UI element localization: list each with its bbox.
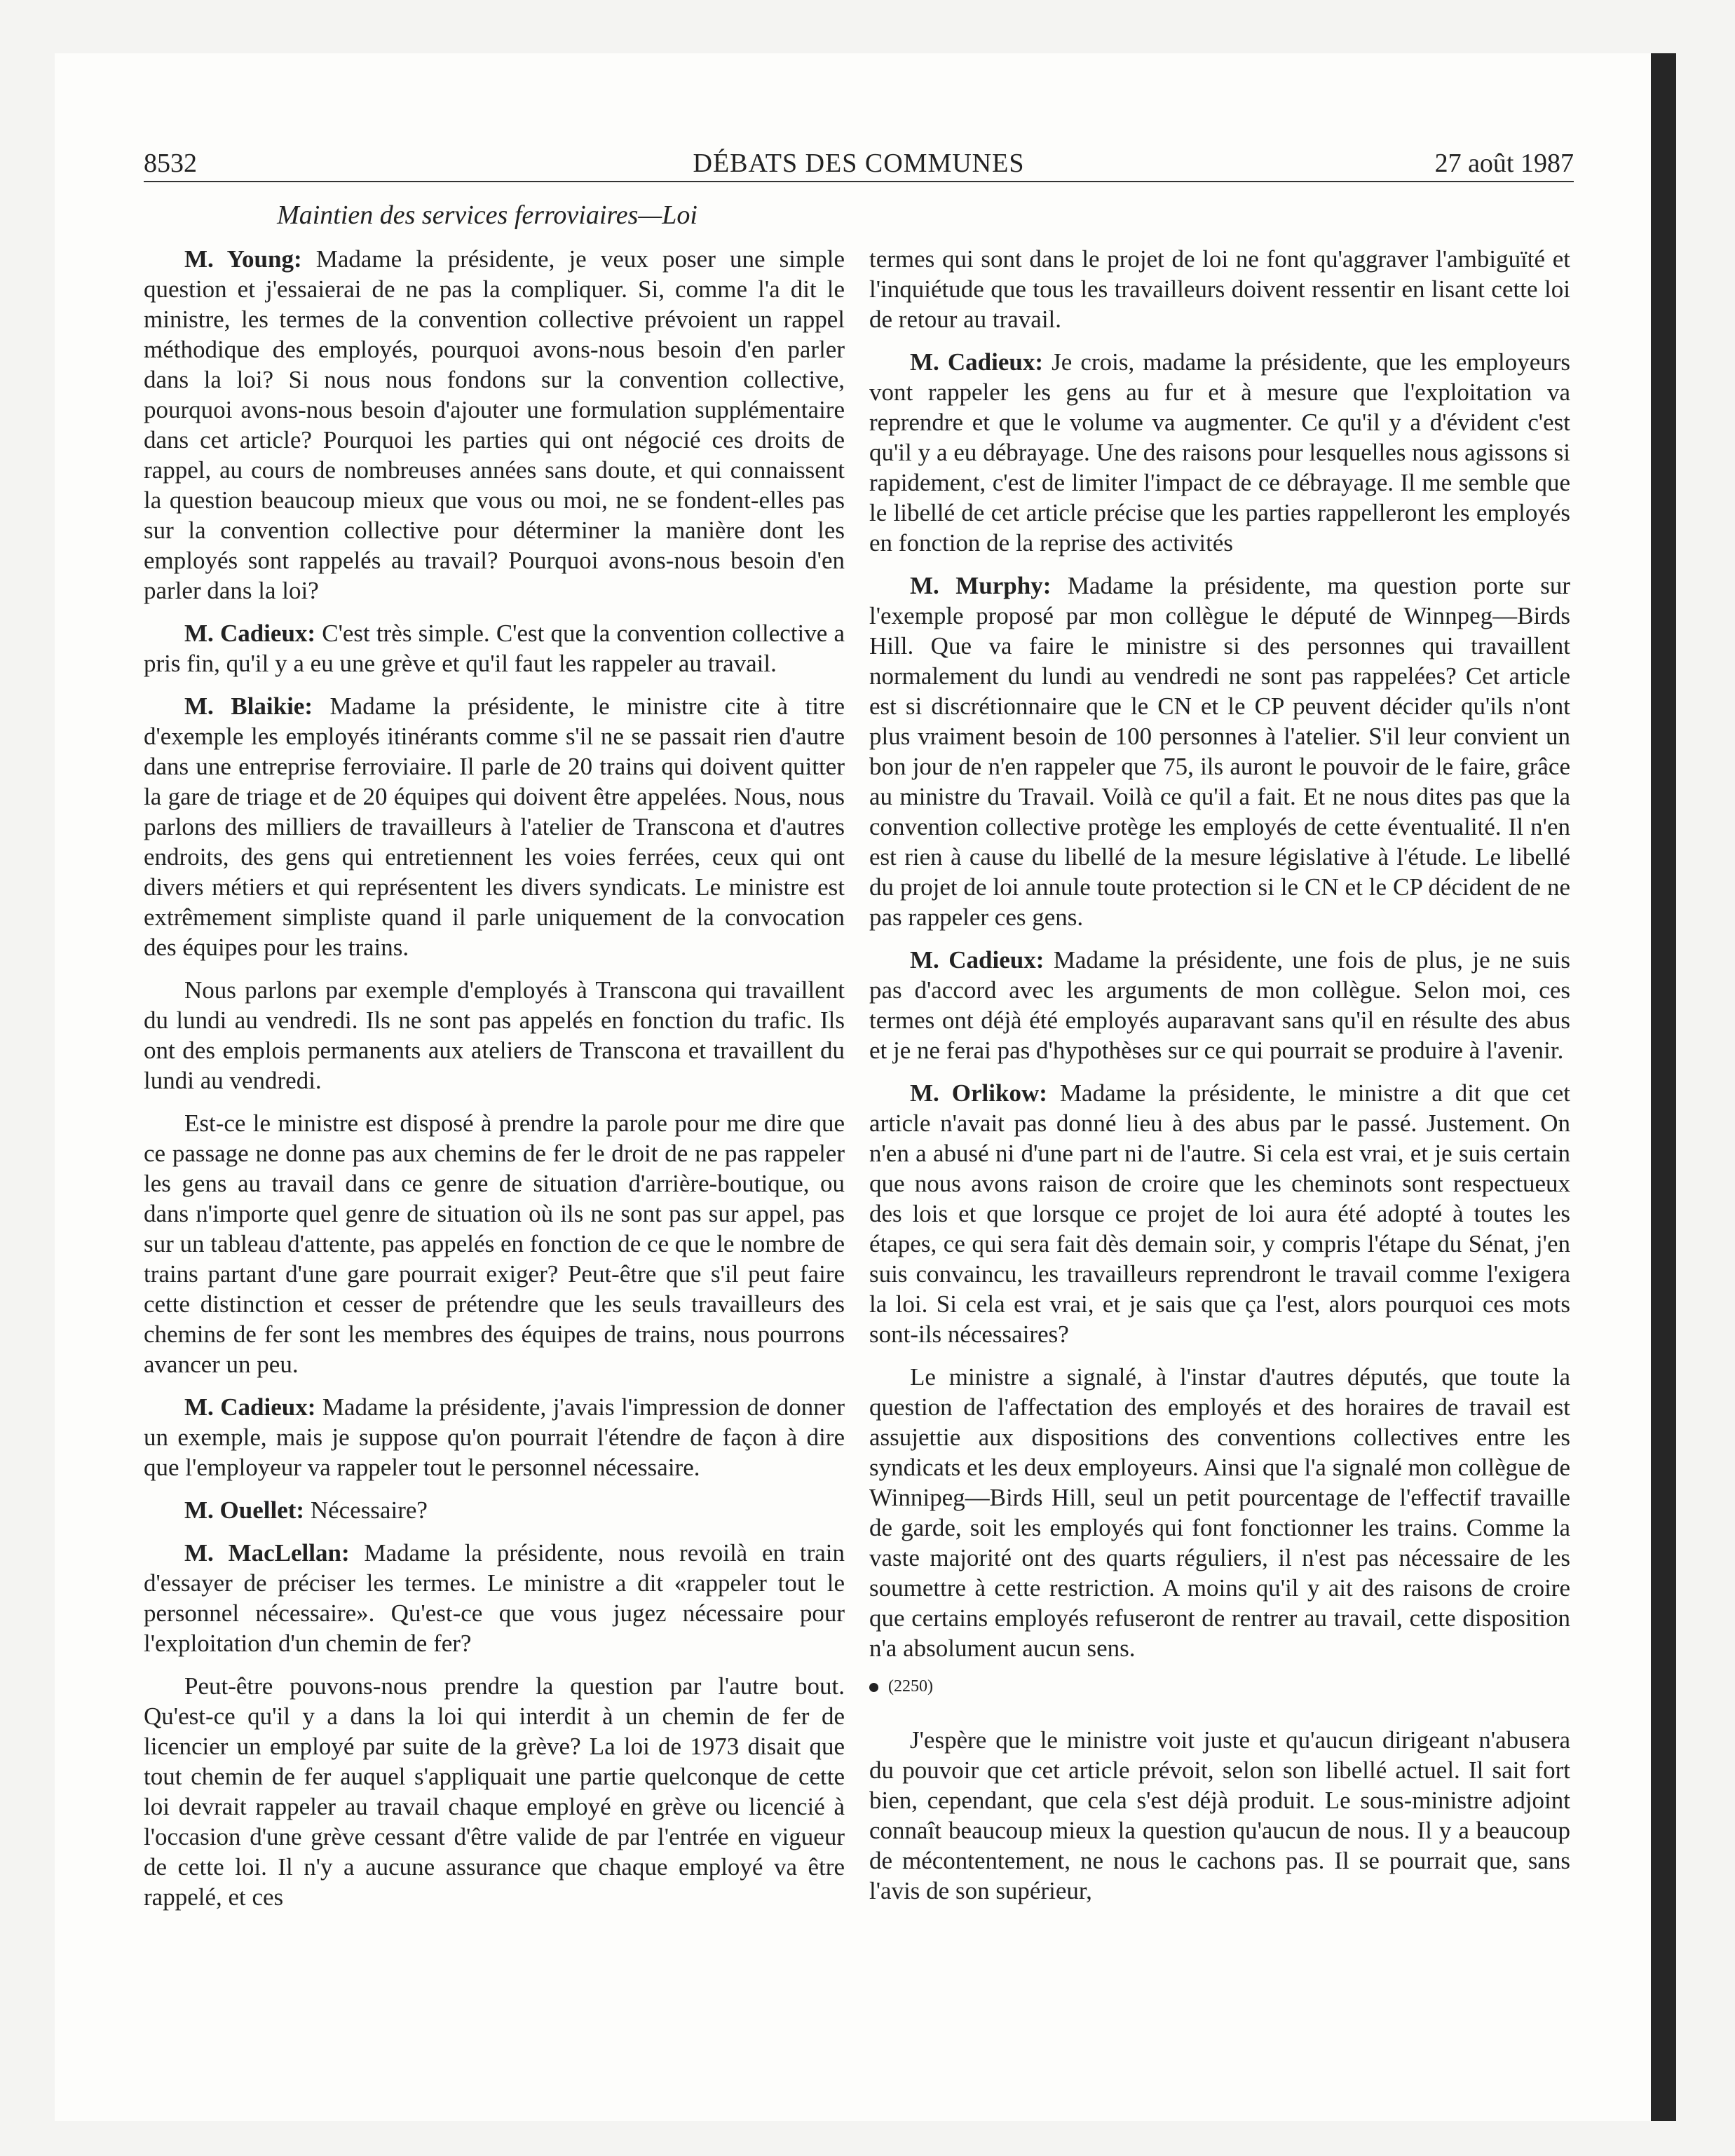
paragraph-text: Madame la présidente, ma question porte sur l'exemple proposé par mon collègue le député de Winnpeg—Birds Hill. Que va faire le ministre si des personnes qui travaillent normalement du lundi au vendredi ne sont pas rappelées? Cet article est si discrétionnaire que le CN et le CP peuvent décider qu'ils n'ont plus vraiment besoin de 100 personnes à l'atelier. S'il leur convient un bon jour de n'en rappeler que 75, ils auront le pouvoir de le faire, grâce au ministre du Travail. Voilà ce qu'il a fait. Et ne nous dites pas que la convention collective protège les employés de cette éventualité. Il n'en est rien à cause du libellé de la mesure législative à l'étude. Le libellé du projet de loi annule toute protection si le CN et le CP décident de ne pas rappeler ces gens. xyxy=(869,572,1570,931)
paragraph-text: Nécessaire? xyxy=(310,1496,428,1524)
paragraph xyxy=(869,1362,1570,1663)
paragraph xyxy=(144,1538,845,1658)
scan-edge xyxy=(1651,53,1676,2121)
paragraph xyxy=(144,975,845,1096)
paragraph-text: Je crois, madame la présidente, que les employeurs vont rappeler les gens au fur et à mesure que l'exploitation va reprendre et que le volume va augmenter. Ce qu'il y a d'évident c'est qu'il y a eu débrayage. Une des raisons pour lesquelles nous agissons si rapidement, c'est de limiter l'impact de ce débrayage. Il me semble que le libellé de cet article précise que les parties rappelleront les employés en fonction de la reprise des activités xyxy=(869,348,1571,557)
paragraph xyxy=(869,1078,1570,1349)
page-number: 8532 xyxy=(144,149,197,178)
paragraph-text: C'est très simple. C'est que la convention collective a pris fin, qu'il y a eu une grève et qu'il faut les rappeler au travail. xyxy=(144,620,845,677)
paragraph xyxy=(869,571,1570,932)
paragraph xyxy=(144,618,845,678)
paragraph xyxy=(144,1108,845,1379)
paragraph xyxy=(144,1495,845,1525)
right-column xyxy=(869,244,1570,1918)
paragraph xyxy=(144,1671,845,1912)
paragraph-text: Est-ce le ministre est disposé à prendre la parole pour me dire que ce passage ne donne pas aux chemins de fer le droit de ne pas rappeler les gens au travail dans ce genre de situation d'arrière-boutique, ou dans n'importe quel genre de situation où ils ne sont pas sur appel, pas sur un tableau d'attente, pas appelés en fonction de ce que le nombre de trains partant d'une gare pourrait exiger? Peut-être que s'il peut faire cette distinction et cesser de prétendre que les seuls travailleurs des chemins de fer sont les membres des équipes de trains, nous pourrons avancer un peu. xyxy=(144,1110,845,1378)
paragraph xyxy=(144,1392,845,1482)
paragraph-text: Le ministre a signalé, à l'instar d'autres députés, que toute la question de l'affectation des employés et des horaires de travail est assujettie aux dispositions des conventions collectives entre les syndicats et les deux employeurs. Ainsi que l'a signalé mon collègue de Winnipeg—Birds Hill, seul un petit pourcentage de l'effectif travaille de garde, soit les employés qui font fonctionner les trains. Comme la vaste majorité ont des quarts réguliers, il n'est pas nécessaire de les soumettre à cette restriction. A moins qu'il y ait des raisons de croire que certains employés refuseront de rentrer au travail, cette disposition n'a absolument aucun sens. xyxy=(869,1363,1570,1662)
paragraph xyxy=(869,347,1570,558)
paragraph-text: Madame la présidente, je veux poser une simple question et j'essaierai de ne pas la compliquer. Si, comme l'a dit le ministre, les termes de la convention collective prévoient un rappel méthodique des employés, pourquoi avons-nous besoin d'en parler dans la loi? Si nous nous fondons sur la convention collective, pourquoi avons-nous besoin d'ajouter une formulation supplémentaire dans cet article? Pourquoi les parties qui ont négocié ces droits de rappel, au cours de nombreuses années sans doute, et qui connaissent la question beaucoup mieux que vous ou moi, ne se fondent-elles pas sur la convention collective pour déterminer la manière dont les employés sont rappelés au travail? Pourquoi avons-nous besoin d'en parler dans la loi? xyxy=(144,245,845,604)
paragraph-text: Peut-être pouvons-nous prendre la question par l'autre bout. Qu'est-ce qu'il y a dans la loi qui interdit à un chemin de fer de licencier un employé par suite de la grève? La loi de 1973 disait que tout chemin de fer auquel s'appliquait une partie quelconque de cette loi devrait rappeler au travail chaque employé en grève ou licencié à l'occasion d'une grève cessant d'être valide de par l'entrée en vigueur de cette loi. Il n'y a aucune assurance que chaque employé va être rappelé, et ces xyxy=(144,1672,845,1911)
section-title: Maintien des services ferroviaires—Loi xyxy=(277,200,698,230)
paragraph-text: Madame la présidente, j'avais l'impression de donner un exemple, mais je suppose qu'on pourrait l'étendre de façon à dire que l'employeur va rappeler tout le personnel nécessaire. xyxy=(144,1393,845,1481)
header-date: 27 août 1987 xyxy=(1434,149,1574,178)
speaker-name: M. Young: xyxy=(184,245,302,273)
paragraph xyxy=(869,945,1570,1065)
speaker-name: M. Cadieux: xyxy=(910,348,1044,376)
time-marker-label: (2250) xyxy=(888,1677,933,1696)
left-column xyxy=(144,244,845,1925)
speaker-name: M. Cadieux: xyxy=(910,946,1045,974)
paragraph-text: Madame la présidente, nous revoilà en train d'essayer de préciser les termes. Le ministre a dit «rappeler tout le personnel nécessaire». Qu'est-ce que vous jugez nécessaire pour l'exploitation d'un chemin de fer? xyxy=(144,1539,845,1657)
paragraph xyxy=(144,691,845,962)
paragraph-text: Madame la présidente, le ministre cite à titre d'exemple les employés itinérants comme s'il ne se passait rien d'autre dans une entreprise ferroviaire. Il parle de 20 trains qui doivent quitter la gare de triage et de 20 équipes qui doivent être appelées. Nous, nous parlons des milliers de travailleurs à l'atelier de Transcona et d'autres endroits, des gens qui entretiennent les voies ferrées, ceux qui ont divers métiers et qui représentent les divers syndicats. Le ministre est extrêmement simpliste quand il parle uniquement de la convocation des équipes pour les trains. xyxy=(144,692,845,961)
paragraph xyxy=(144,244,845,606)
publication-title: DÉBATS DES COMMUNES xyxy=(693,149,1025,178)
speaker-name: M. Murphy: xyxy=(910,572,1052,599)
paragraph-text: termes qui sont dans le projet de loi ne font qu'aggraver l'ambiguïté et l'inquiétude que tous les travailleurs doivent ressentir en lisant cette loi de retour au travail. xyxy=(869,245,1570,333)
paragraph-text: Madame la présidente, une fois de plus, je ne suis pas d'accord avec les arguments de mon collègue. Selon moi, ces termes ont déjà été employés auparavant sans qu'il en résulte des abus et je ne ferai pas d'hypothèses sur ce qui pourrait se produire à l'avenir. xyxy=(869,946,1571,1064)
speaker-name: M. Cadieux: xyxy=(184,1393,316,1421)
right-column-part-2 xyxy=(869,1725,1570,1906)
running-header xyxy=(144,146,1574,182)
paragraph xyxy=(869,1725,1570,1906)
paragraph xyxy=(869,244,1570,334)
speaker-name: M. Ouellet: xyxy=(184,1496,305,1524)
paragraph-text: Madame la présidente, le ministre a dit que cet article n'avait pas donné lieu à des abus par le passé. Justement. On n'en a abusé ni d'une part ni de l'autre. Si cela est vrai, et je suis certain que nous avons raison de croire que les cheminots sont respectueux des lois et que lorsque ce projet de loi aura été adopté à toutes les étapes, ce qui sera fait dès demain soir, y compris l'étape du Sénat, j'en suis convaincu, les travailleurs reprendront le travail comme l'exigera la loi. Si cela est vrai, et je sais que ça l'est, alors pourquoi ces mots sont-ils nécessaires? xyxy=(869,1079,1571,1348)
right-column-part-1 xyxy=(869,244,1570,1663)
speaker-name: M. MacLellan: xyxy=(184,1539,350,1567)
speaker-name: M. Cadieux: xyxy=(184,620,316,647)
paragraph-text: J'espère que le ministre voit juste et qu'aucun dirigeant n'abusera du pouvoir que cet article prévoit, selon son libellé actuel. Il sait fort bien, cependant, que cela s'est déjà produit. Le sous-ministre adjoint connaît beaucoup mieux la question qu'aucun de nous. Il y a beaucoup de mécontentement, ne nous le cachons pas. Il se pourrait que, sans l'avis de son supérieur, xyxy=(869,1726,1570,1904)
paragraph-text: Nous parlons par exemple d'employés à Transcona qui travaillent du lundi au vendredi. Ils ne sont pas appelés en fonction du trafic. Ils ont des emplois permanents aux ateliers de Transcona et travaillent du lundi au vendredi. xyxy=(144,976,845,1094)
speaker-name: M. Orlikow: xyxy=(910,1079,1047,1107)
time-marker xyxy=(869,1676,1570,1697)
bullet-icon xyxy=(869,1683,878,1692)
speaker-name: M. Blaikie: xyxy=(184,692,313,720)
